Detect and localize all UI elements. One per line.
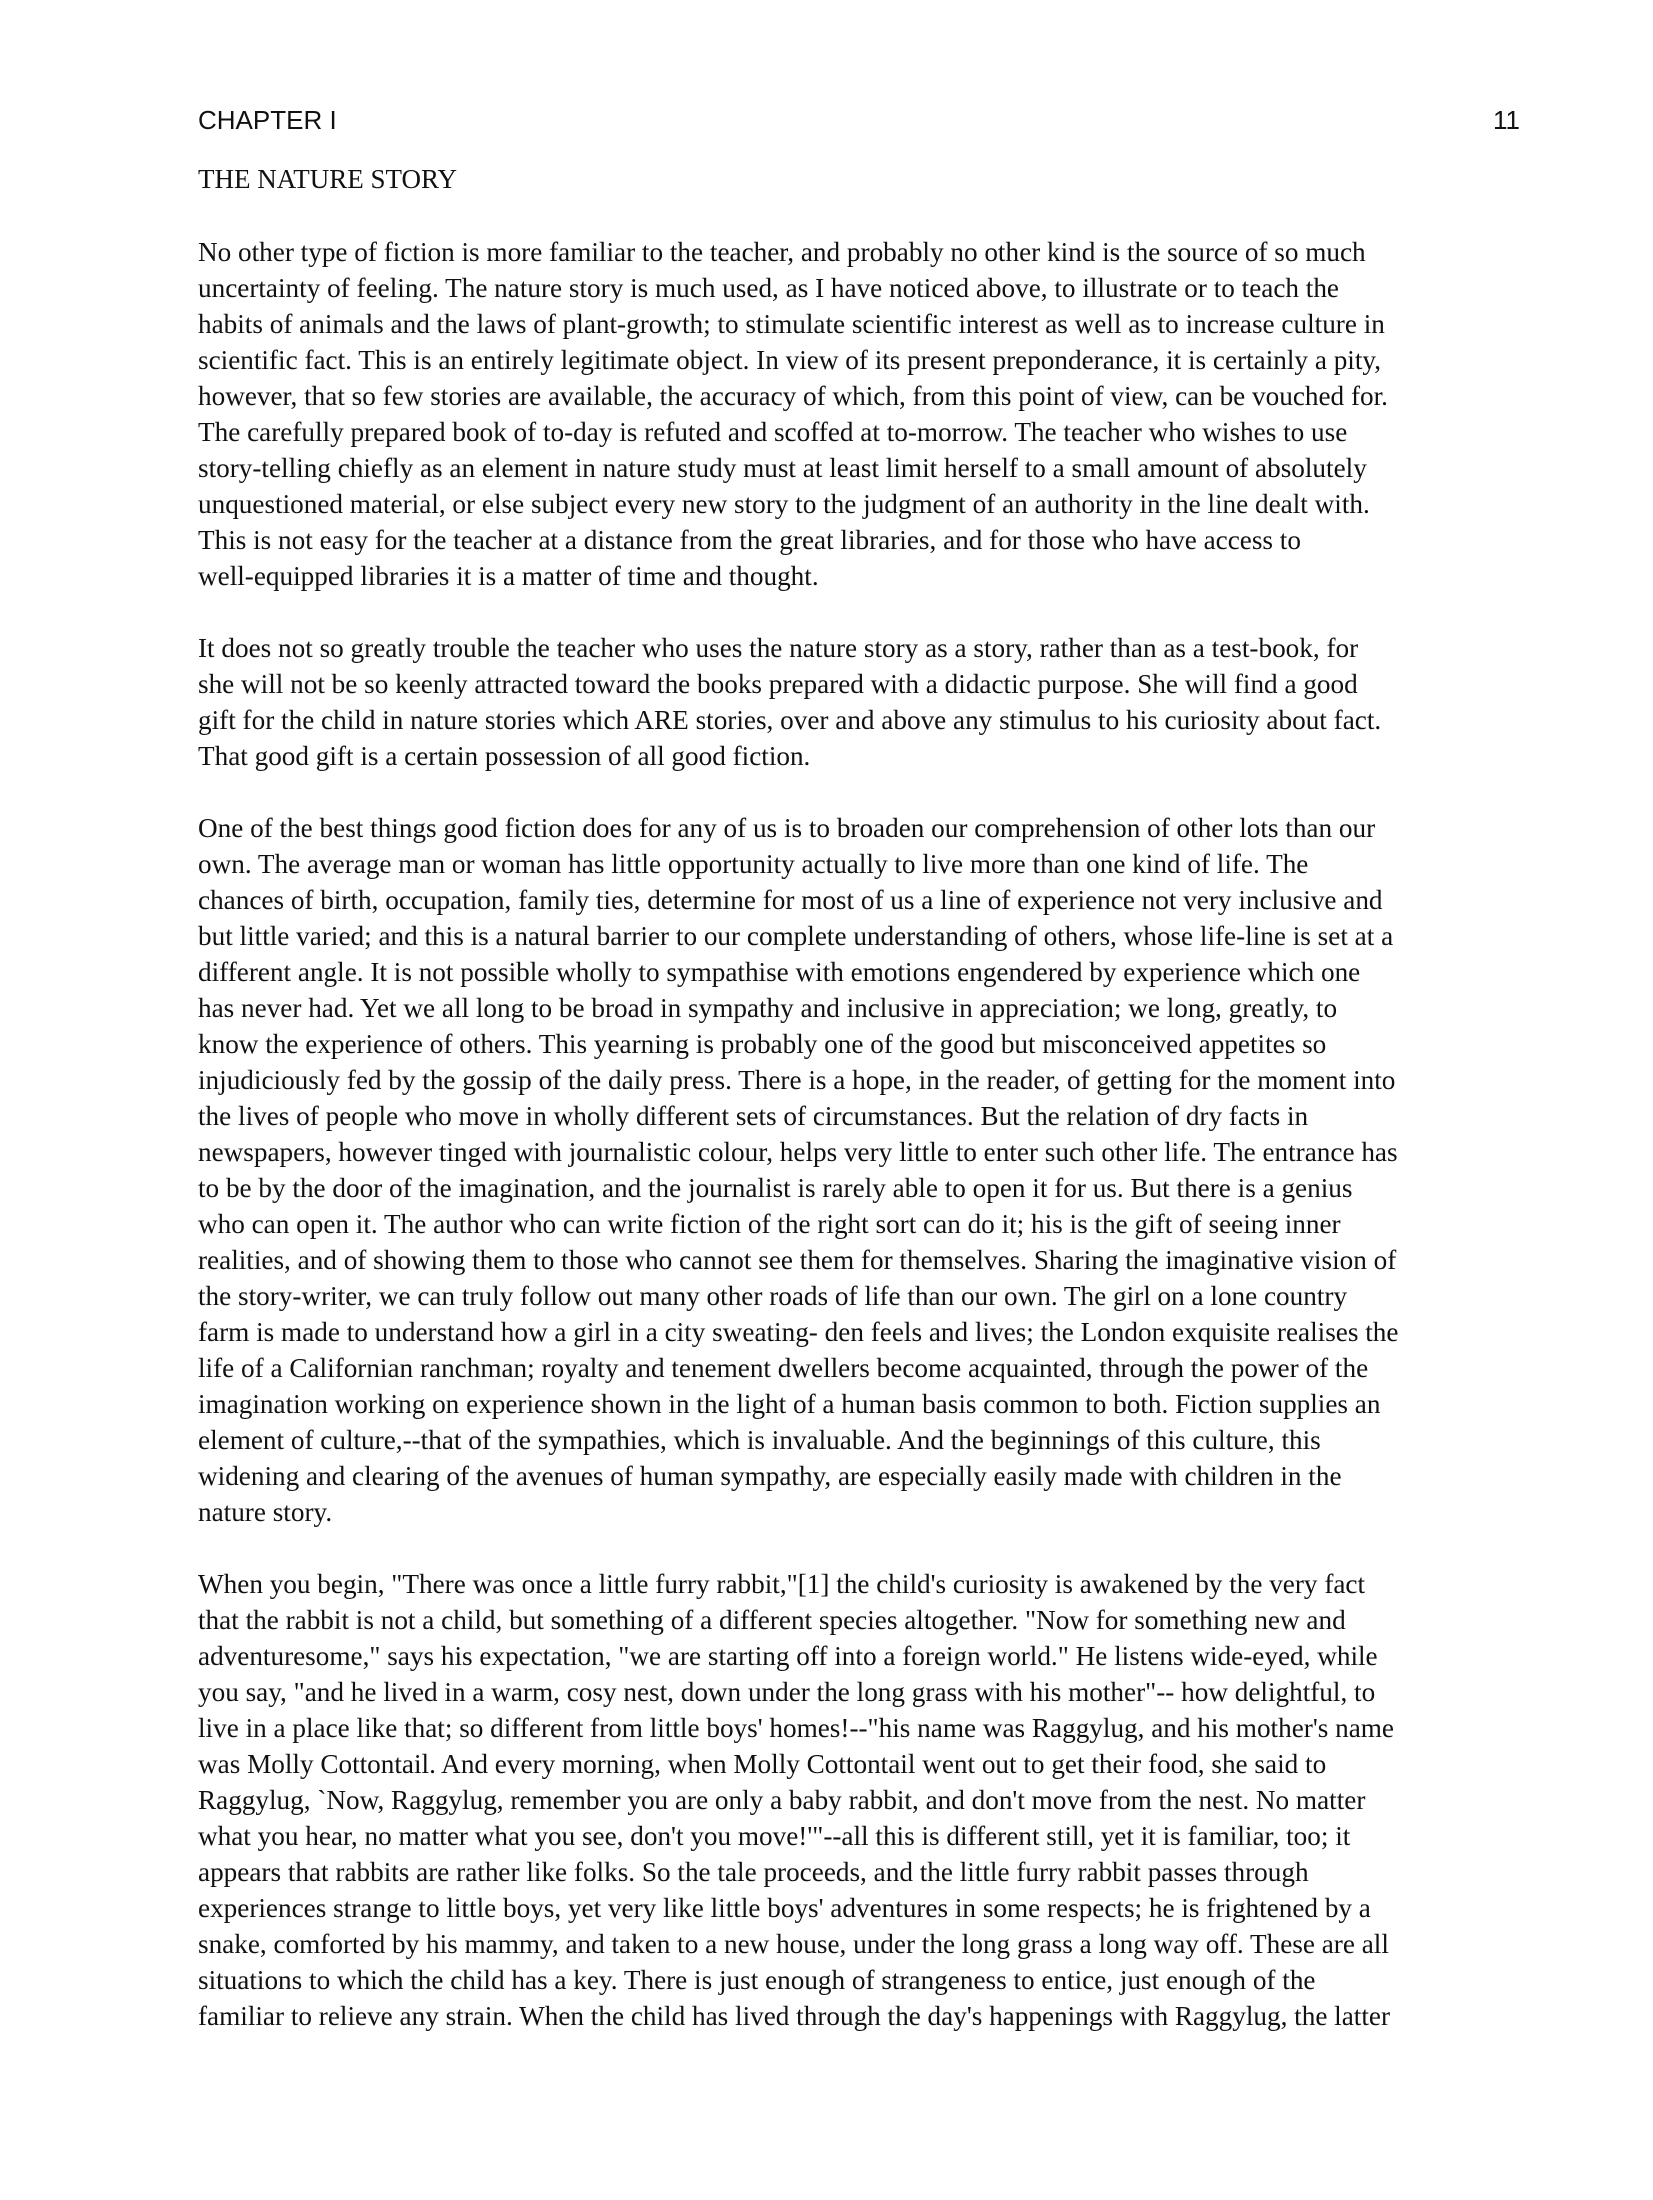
running-header: [198, 103, 1520, 137]
text-line: appears that rabbits are rather like folks. So the tale proceeds, and the little furry rabbit passes through: [198, 1857, 1309, 1887]
text-line: injudiciously fed by the gossip of the daily press. There is a hope, in the reader, of getting for the moment into: [198, 1065, 1396, 1095]
text-line: realities, and of showing them to those who cannot see them for themselves. Sharing the imaginative vision of: [198, 1245, 1397, 1275]
text-line: No other type of fiction is more familiar to the teacher, and probably no other kind is the source of so much: [198, 237, 1366, 267]
text-line: Raggylug, `Now, Raggylug, remember you are only a baby rabbit, and don't move from the nest. No matter: [198, 1785, 1366, 1815]
text-line: know the experience of others. This yearning is probably one of the good but misconceived appetites so: [198, 1029, 1327, 1059]
text-line: That good gift is a certain possession of all good fiction.: [198, 741, 811, 771]
text-line: to be by the door of the imagination, and the journalist is rarely able to open it for us. But there is a genius: [198, 1173, 1353, 1203]
text-line: habits of animals and the laws of plant-growth; to stimulate scientific interest as well as to increase culture in: [198, 309, 1385, 339]
text-line: gift for the child in nature stories which ARE stories, over and above any stimulus to his curiosity about fact.: [198, 705, 1382, 735]
text-line: The carefully prepared book of to-day is refuted and scoffed at to-morrow. The teacher who wishes to use: [198, 417, 1348, 447]
page-number: 11: [1493, 105, 1520, 135]
text-line: This is not easy for the teacher at a distance from the great libraries, and for those who have access to: [198, 525, 1301, 555]
text-line: life of a Californian ranchman; royalty and tenement dwellers become acquainted, through the power of the: [198, 1353, 1369, 1383]
text-line: widening and clearing of the avenues of human sympathy, are especially easily made with children in the: [198, 1461, 1342, 1491]
text-line: farm is made to understand how a girl in a city sweating- den feels and lives; the London exquisite realises the: [198, 1317, 1399, 1347]
text-line: familiar to relieve any strain. When the child has lived through the day's happenings with Raggylug, the latter: [198, 2001, 1391, 2031]
section-title: THE NATURE STORY: [198, 164, 458, 194]
text-line: element of culture,--that of the sympathies, which is invaluable. And the beginnings of this culture, this: [198, 1425, 1321, 1455]
paragraph: [198, 810, 1524, 1530]
text-line: scientific fact. This is an entirely legitimate object. In view of its present preponderance, it is certainly a pity,: [198, 345, 1382, 375]
text-line: who can open it. The author who can write fiction of the right sort can do it; his is the gift of seeing inner: [198, 1209, 1341, 1239]
text-line: nature story.: [198, 1497, 333, 1527]
paragraph: [198, 1566, 1524, 2034]
text-line: When you begin, "There was once a little furry rabbit,"[1] the child's curiosity is awakened by the very fact: [198, 1569, 1366, 1599]
text-line: you say, "and he lived in a warm, cosy nest, down under the long grass with his mother"-- how delightful, to: [198, 1677, 1376, 1707]
text-line: well-equipped libraries it is a matter of time and thought.: [198, 561, 819, 591]
text-line: she will not be so keenly attracted toward the books prepared with a didactic purpose. She will find a good: [198, 669, 1358, 699]
body-text: [198, 234, 1524, 2070]
text-line: snake, comforted by his mammy, and taken to a new house, under the long grass a long way off. These are all: [198, 1929, 1389, 1959]
text-line: adventuresome," says his expectation, "we are starting off into a foreign world." He listens wide-eyed, while: [198, 1641, 1378, 1671]
text-line: unquestioned material, or else subject every new story to the judgment of an authority in the line dealt with.: [198, 489, 1370, 519]
text-line: experiences strange to little boys, yet very like little boys' adventures in some respects; he is frightened by a: [198, 1893, 1371, 1923]
text-line: uncertainty of feeling. The nature story is much used, as I have noticed above, to illustrate or to teach the: [198, 273, 1339, 303]
text-line: One of the best things good fiction does for any of us is to broaden our comprehension of other lots than our: [198, 813, 1376, 843]
text-line: different angle. It is not possible wholly to sympathise with emotions engendered by experience which one: [198, 957, 1361, 987]
text-line: story-telling chiefly as an element in nature study must at least limit herself to a small amount of absolutely: [198, 453, 1367, 483]
text-line: but little varied; and this is a natural barrier to our complete understanding of others, whose life-line is set at a: [198, 921, 1394, 951]
text-line: It does not so greatly trouble the teacher who uses the nature story as a story, rather than as a test-book, for: [198, 633, 1359, 663]
text-line: what you hear, no matter what you see, don't you move!'"--all this is different still, yet it is familiar, too; it: [198, 1821, 1351, 1851]
text-line: the story-writer, we can truly follow out many other roads of life than our own. The girl on a lone country: [198, 1281, 1348, 1311]
text-line: chances of birth, occupation, family ties, determine for most of us a line of experience not very inclusive and: [198, 885, 1383, 915]
paragraph: [198, 234, 1524, 594]
text-line: newspapers, however tinged with journalistic colour, helps very little to enter such other life. The entrance has: [198, 1137, 1398, 1167]
text-line: that the rabbit is not a child, but something of a different species altogether. "Now for something new and: [198, 1605, 1346, 1635]
text-line: however, that so few stories are available, the accuracy of which, from this point of view, can be vouched for.: [198, 381, 1388, 411]
text-line: the lives of people who move in wholly different sets of circumstances. But the relation of dry facts in: [198, 1101, 1309, 1131]
text-line: imagination working on experience shown in the light of a human basis common to both. Fiction supplies an: [198, 1389, 1381, 1419]
text-line: live in a place like that; so different from little boys' homes!--"his name was Raggylug, and his mother's name: [198, 1713, 1394, 1743]
text-line: was Molly Cottontail. And every morning, when Molly Cottontail went out to get their food, she said to: [198, 1749, 1327, 1779]
chapter-label: CHAPTER I: [198, 105, 337, 135]
paragraph: [198, 630, 1524, 774]
text-line: own. The average man or woman has little opportunity actually to live more than one kind of life. The: [198, 849, 1309, 879]
text-line: has never had. Yet we all long to be broad in sympathy and inclusive in appreciation; we long, greatly, to: [198, 993, 1338, 1023]
text-line: situations to which the child has a key. There is just enough of strangeness to entice, just enough of the: [198, 1965, 1316, 1995]
